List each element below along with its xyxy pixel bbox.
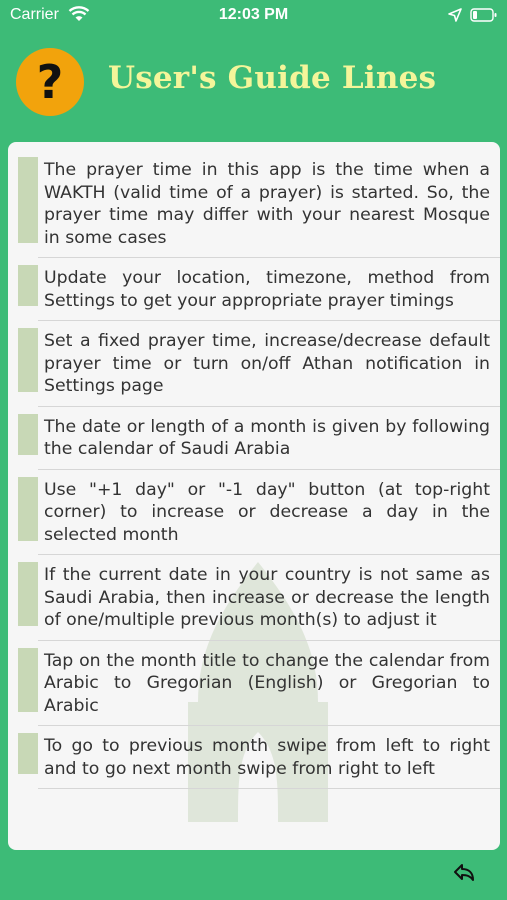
guide-card[interactable] [8,142,500,850]
list-item [8,726,500,789]
carrier-label: Carrier [10,6,59,23]
guide-text: Update your location, timezone, method from Settings to get your appropriate prayer timings [44,268,490,311]
list-item [8,555,500,641]
guide-text: The date or length of a month is given by following the calendar of Saudi Arabia [44,416,490,459]
item-marker-bar [18,414,38,455]
list-item [8,258,500,321]
item-marker-bar [18,477,38,541]
location-arrow-icon [448,8,462,22]
guide-text: Tap on the month title to change the calendar from Arabic to Gregorian (English) or Gregorian to Arabic [44,650,490,716]
item-marker-bar [18,562,38,626]
list-item [8,321,500,407]
guide-text: If the current date in your country is not same as Saudi Arabia, then increase or decrease the length of one/multiple previous month(s) to adjust it [44,565,490,630]
battery-icon [470,7,498,23]
item-marker-bar [18,648,38,712]
item-marker-bar [18,733,38,774]
guide-list [8,150,500,789]
back-arrow-icon[interactable] [452,862,476,884]
clock-time: 12:03 PM [218,6,289,23]
list-item [8,470,500,556]
guide-text: The prayer time in this app is the time when a WAKTH (valid time of a prayer) is started. So, the prayer time may differ with your nearest Mosque in some cases [44,160,490,248]
list-item [8,407,500,470]
question-symbol: ? [36,55,64,109]
status-bar [0,0,507,30]
header [0,40,507,130]
item-marker-bar [18,265,38,306]
guide-text: Use "+1 day" or "-1 day" button (at top-right corner) to increase or decrease a day in the selected month [44,479,490,545]
guide-text: Set a fixed prayer time, increase/decrease default prayer time or turn on/off Athan notification in Settings page [44,331,490,396]
list-item [8,641,500,727]
guide-text: To go to previous month swipe from left to right and to go next month swipe from right to left [44,736,490,779]
item-marker-bar [18,328,38,392]
item-marker-bar [18,157,38,243]
list-item [8,150,500,258]
page-title: User's Guide Lines [108,60,437,96]
divider [38,788,500,789]
question-icon [16,48,84,116]
